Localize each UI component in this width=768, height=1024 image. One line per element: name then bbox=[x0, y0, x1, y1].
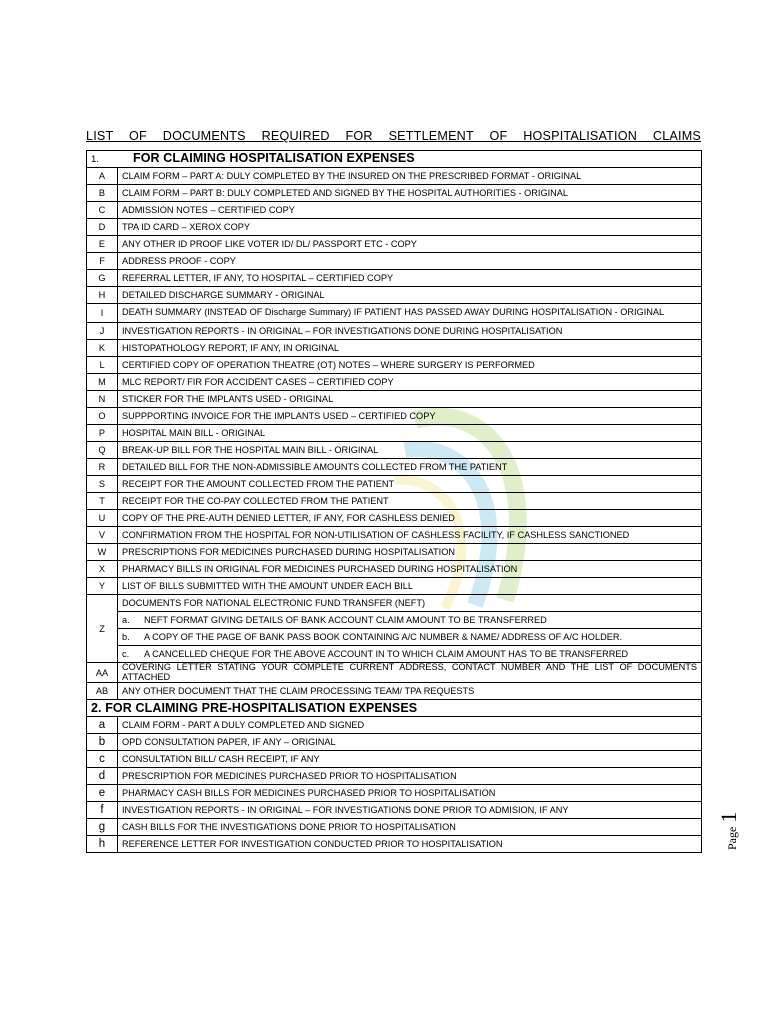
row-code: a bbox=[87, 717, 118, 734]
row-description: CERTIFIED COPY OF OPERATION THEATRE (OT) NOTES – WHERE SURGERY IS PERFORMED bbox=[118, 357, 702, 374]
table-row bbox=[87, 544, 702, 561]
row-description: CLAIM FORM - PART A DULY COMPLETED AND SIGNED bbox=[118, 717, 702, 734]
row-description: ADDRESS PROOF - COPY bbox=[118, 253, 702, 270]
row-description: BREAK-UP BILL FOR THE HOSPITAL MAIN BILL - ORIGINAL bbox=[118, 442, 702, 459]
row-code: b bbox=[87, 734, 118, 751]
row-code: F bbox=[87, 253, 118, 270]
row-code: e bbox=[87, 785, 118, 802]
row-description: OPD CONSULTATION PAPER, IF ANY – ORIGINAL bbox=[118, 734, 702, 751]
table-row bbox=[87, 391, 702, 408]
row-description: COVERING LETTER STATING YOUR COMPLETE CURRENT ADDRESS, CONTACT NUMBER AND THE LIST OF DOCUMENTS ATTACHED bbox=[118, 663, 702, 683]
row-code: I bbox=[87, 304, 118, 323]
row-description: ADMISSION NOTES – CERTIFIED COPY bbox=[118, 202, 702, 219]
row-code: D bbox=[87, 219, 118, 236]
row-description: CLAIM FORM – PART A: DULY COMPLETED BY THE INSURED ON THE PRESCRIBED FORMAT - ORIGINAL bbox=[118, 168, 702, 185]
table-row bbox=[87, 578, 702, 595]
table-row bbox=[87, 476, 702, 493]
row-description: RECEIPT FOR THE CO-PAY COLLECTED FROM THE PATIENT bbox=[118, 493, 702, 510]
table-row bbox=[87, 459, 702, 476]
row-code: A bbox=[87, 168, 118, 185]
row-description: CASH BILLS FOR THE INVESTIGATIONS DONE PRIOR TO HOSPITALISATION bbox=[118, 819, 702, 836]
row-description: REFERENCE LETTER FOR INVESTIGATION CONDUCTED PRIOR TO HOSPITALISATION bbox=[118, 836, 702, 853]
table-row bbox=[87, 785, 702, 802]
section-number: 1. bbox=[91, 154, 99, 165]
page-number-label bbox=[716, 810, 756, 850]
row-code: Z bbox=[87, 595, 118, 663]
row-code: P bbox=[87, 425, 118, 442]
row-code: J bbox=[87, 323, 118, 340]
table-row bbox=[87, 561, 702, 578]
table-row bbox=[87, 663, 702, 683]
row-description: SUPPPORTING INVOICE FOR THE IMPLANTS USED – CERTIFIED COPY bbox=[118, 408, 702, 425]
row-code: AB bbox=[87, 683, 118, 700]
table-row bbox=[87, 202, 702, 219]
row-code: S bbox=[87, 476, 118, 493]
section-title: FOR CLAIMING HOSPITALISATION EXPENSES bbox=[133, 151, 415, 165]
row-description: STICKER FOR THE IMPLANTS USED - ORIGINAL bbox=[118, 391, 702, 408]
row-description: CONFIRMATION FROM THE HOSPITAL FOR NON-UTILISATION OF CASHLESS FACILITY, IF CASHLESS SANCTIONED bbox=[118, 527, 702, 544]
table-row bbox=[87, 374, 702, 391]
row-description: COPY OF THE PRE-AUTH DENIED LETTER, IF ANY, FOR CASHLESS DENIED bbox=[118, 510, 702, 527]
row-code: W bbox=[87, 544, 118, 561]
document-title: LIST OF DOCUMENTS REQUIRED FOR SETTLEMENT OF HOSPITALISATION CLAIMS bbox=[86, 129, 701, 143]
row-code: B bbox=[87, 185, 118, 202]
table-row bbox=[87, 270, 702, 287]
row-code: M bbox=[87, 374, 118, 391]
section-title: 2. FOR CLAIMING PRE-HOSPITALISATION EXPENSES bbox=[87, 700, 702, 717]
row-code: Q bbox=[87, 442, 118, 459]
row-code: K bbox=[87, 340, 118, 357]
row-code: X bbox=[87, 561, 118, 578]
row-code: AA bbox=[87, 663, 118, 683]
sub-row bbox=[87, 646, 702, 663]
row-description: PHARMACY BILLS IN ORIGINAL FOR MEDICINES PURCHASED DURING HOSPITALISATION bbox=[118, 561, 702, 578]
row-code: C bbox=[87, 202, 118, 219]
table-row bbox=[87, 734, 702, 751]
row-description: ANY OTHER DOCUMENT THAT THE CLAIM PROCESSING TEAM/ TPA REQUESTS bbox=[118, 683, 702, 700]
row-code: d bbox=[87, 768, 118, 785]
table-row bbox=[87, 357, 702, 374]
table-row bbox=[87, 287, 702, 304]
row-description: DOCUMENTS FOR NATIONAL ELECTRONIC FUND TRANSFER (NEFT) bbox=[118, 595, 702, 612]
table-row bbox=[87, 819, 702, 836]
row-code: L bbox=[87, 357, 118, 374]
row-description: PRESCRIPTIONS FOR MEDICINES PURCHASED DURING HOSPITALISATION bbox=[118, 544, 702, 561]
row-description: INVESTIGATION REPORTS - IN ORIGINAL – FOR INVESTIGATIONS DONE PRIOR TO ADMISION, IF ANY bbox=[118, 802, 702, 819]
row-description: TPA ID CARD – XEROX COPY bbox=[118, 219, 702, 236]
row-description: ANY OTHER ID PROOF LIKE VOTER ID/ DL/ PASSPORT ETC - COPY bbox=[118, 236, 702, 253]
table-row bbox=[87, 836, 702, 853]
table-row bbox=[87, 408, 702, 425]
table-row bbox=[87, 595, 702, 612]
table-row bbox=[87, 168, 702, 185]
row-code: E bbox=[87, 236, 118, 253]
table-row bbox=[87, 717, 702, 734]
table-row bbox=[87, 340, 702, 357]
row-code: N bbox=[87, 391, 118, 408]
row-code: g bbox=[87, 819, 118, 836]
row-description: CONSULTATION BILL/ CASH RECEIPT, IF ANY bbox=[118, 751, 702, 768]
section-header bbox=[87, 151, 702, 168]
sub-row bbox=[87, 629, 702, 646]
row-description: HISTOPATHOLOGY REPORT, IF ANY, IN ORIGINAL bbox=[118, 340, 702, 357]
row-code: R bbox=[87, 459, 118, 476]
documents-table bbox=[86, 150, 702, 853]
row-description: PHARMACY CASH BILLS FOR MEDICINES PURCHASED PRIOR TO HOSPITALISATION bbox=[118, 785, 702, 802]
table-row bbox=[87, 185, 702, 202]
row-code: Y bbox=[87, 578, 118, 595]
sub-letter: b. bbox=[122, 632, 130, 642]
row-description: PRESCRIPTION FOR MEDICINES PURCHASED PRIOR TO HOSPITALISATION bbox=[118, 768, 702, 785]
row-description: RECEIPT FOR THE AMOUNT COLLECTED FROM THE PATIENT bbox=[118, 476, 702, 493]
table-row bbox=[87, 304, 702, 323]
section-header bbox=[87, 700, 702, 717]
sub-text: NEFT FORMAT GIVING DETAILS OF BANK ACCOUNT CLAIM AMOUNT TO BE TRANSFERRED bbox=[144, 615, 547, 625]
row-description: CLAIM FORM – PART B: DULY COMPLETED AND SIGNED BY THE HOSPITAL AUTHORITIES - ORIGINAL bbox=[118, 185, 702, 202]
row-description: DEATH SUMMARY (INSTEAD OF Discharge Summary) IF PATIENT HAS PASSED AWAY DURING HOSPITALISATION - ORIGINAL bbox=[118, 304, 702, 323]
page-number: 1 bbox=[716, 811, 741, 823]
table-row bbox=[87, 236, 702, 253]
table-row bbox=[87, 219, 702, 236]
table-row bbox=[87, 253, 702, 270]
table-row bbox=[87, 683, 702, 700]
row-code: f bbox=[87, 802, 118, 819]
row-code: V bbox=[87, 527, 118, 544]
sub-letter: c. bbox=[122, 649, 130, 659]
row-description: INVESTIGATION REPORTS - IN ORIGINAL – FOR INVESTIGATIONS DONE DURING HOSPITALISATION bbox=[118, 323, 702, 340]
table-row bbox=[87, 751, 702, 768]
table-row bbox=[87, 442, 702, 459]
page-word: Page bbox=[725, 826, 739, 850]
table-row bbox=[87, 493, 702, 510]
row-code: T bbox=[87, 493, 118, 510]
row-description: LIST OF BILLS SUBMITTED WITH THE AMOUNT UNDER EACH BILL bbox=[118, 578, 702, 595]
sub-text: A COPY OF THE PAGE OF BANK PASS BOOK CONTAINING A/C NUMBER & NAME/ ADDRESS OF A/C HOLDER. bbox=[144, 632, 623, 642]
table-row bbox=[87, 323, 702, 340]
row-description: DETAILED BILL FOR THE NON-ADMISSIBLE AMOUNTS COLLECTED FROM THE PATIENT bbox=[118, 459, 702, 476]
row-code: G bbox=[87, 270, 118, 287]
table-row bbox=[87, 802, 702, 819]
table-row bbox=[87, 527, 702, 544]
row-code: c bbox=[87, 751, 118, 768]
table-row bbox=[87, 425, 702, 442]
row-description: DETAILED DISCHARGE SUMMARY - ORIGINAL bbox=[118, 287, 702, 304]
row-code: H bbox=[87, 287, 118, 304]
row-code: U bbox=[87, 510, 118, 527]
sub-text: A CANCELLED CHEQUE FOR THE ABOVE ACCOUNT IN TO WHICH CLAIM AMOUNT HAS TO BE TRANSFERRED bbox=[144, 649, 629, 659]
sub-letter: a. bbox=[122, 615, 130, 625]
row-code: h bbox=[87, 836, 118, 853]
sub-row bbox=[87, 612, 702, 629]
row-description: MLC REPORT/ FIR FOR ACCIDENT CASES – CERTIFIED COPY bbox=[118, 374, 702, 391]
table-row bbox=[87, 510, 702, 527]
row-description: REFERRAL LETTER, IF ANY, TO HOSPITAL – CERTIFIED COPY bbox=[118, 270, 702, 287]
row-code: O bbox=[87, 408, 118, 425]
row-description: HOSPITAL MAIN BILL - ORIGINAL bbox=[118, 425, 702, 442]
table-row bbox=[87, 768, 702, 785]
